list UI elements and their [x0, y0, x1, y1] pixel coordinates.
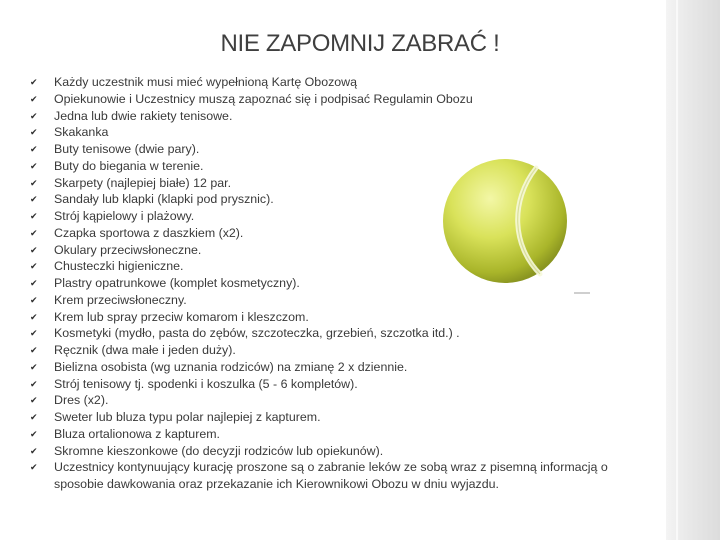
list-item: [30, 141, 620, 158]
checkmark-icon: ✔: [30, 462, 38, 473]
list-item-text: Uczestnicy kontynuujący kurację proszone są o zabranie leków ze sobą wraz z pisemną informacją o sposobie dawkowania oraz przekazanie ich Kierownikowi Obozu w dniu wyjazdu.: [54, 460, 608, 491]
list-item: [30, 342, 620, 359]
list-item-text: Krem lub spray przeciw komarom i kleszczom.: [54, 309, 309, 324]
checkmark-icon: ✔: [30, 160, 38, 171]
list-item: [30, 108, 620, 125]
list-item-text: Czapka sportowa z daszkiem (x2).: [54, 225, 244, 240]
decorative-side-band: [666, 0, 720, 540]
list-item: [30, 158, 620, 175]
list-item: [30, 258, 620, 275]
list-item-text: Strój tenisowy tj. spodenki i koszulka (5 - 6 kompletów).: [54, 376, 358, 391]
list-item: [30, 426, 620, 443]
list-item: [30, 74, 620, 91]
list-item: [30, 443, 620, 460]
checkmark-icon: ✔: [30, 244, 38, 255]
list-item-text: Sweter lub bluza typu polar najlepiej z kapturem.: [54, 410, 321, 424]
list-item: [30, 225, 620, 242]
list-item-text: Buty do biegania w terenie.: [54, 158, 204, 173]
list-item: [30, 392, 620, 409]
checkmark-icon: ✔: [30, 77, 38, 87]
checkmark-icon: ✔: [30, 428, 38, 439]
checkmark-icon: ✔: [30, 378, 38, 389]
list-item-text: Skarpety (najlepiej białe) 12 par.: [54, 175, 232, 190]
list-item: [30, 376, 620, 393]
checkmark-icon: ✔: [30, 127, 38, 138]
list-item-text: Chusteczki higieniczne.: [54, 259, 184, 274]
list-item-text: Plastry opatrunkowe (komplet kosmetyczny).: [54, 276, 300, 290]
checkmark-icon: ✔: [30, 395, 38, 406]
checkmark-icon: ✔: [30, 227, 38, 238]
list-item-text: Skromne kieszonkowe (do decyzji rodziców lub opiekunów).: [54, 443, 384, 458]
checkmark-icon: ✔: [30, 93, 38, 104]
checkmark-icon: ✔: [30, 445, 38, 456]
checkmark-icon: ✔: [30, 345, 38, 355]
list-item: [30, 459, 620, 493]
list-item: [30, 191, 620, 208]
list-item: [30, 208, 620, 225]
list-item-text: Bluza ortalionowa z kapturem.: [54, 426, 220, 441]
list-item-text: Strój kąpielowy i plażowy.: [54, 209, 195, 223]
list-item: [30, 292, 620, 309]
list-item: [30, 275, 620, 292]
list-item-text: Każdy uczestnik musi mieć wypełnioną Kartę Obozową: [54, 75, 358, 89]
checkmark-icon: ✔: [30, 412, 38, 422]
list-item-text: Okulary przeciwsłoneczne.: [54, 242, 202, 257]
list-item-text: Sandały lub klapki (klapki pod prysznic).: [54, 192, 274, 207]
list-item: [30, 91, 620, 108]
checkmark-icon: ✔: [30, 194, 38, 205]
checkmark-icon: ✔: [30, 211, 38, 221]
checkmark-icon: ✔: [30, 311, 38, 322]
list-item: [30, 359, 620, 376]
checkmark-icon: ✔: [30, 144, 38, 154]
list-item: [30, 309, 620, 326]
list-item-text: Buty tenisowe (dwie pary).: [54, 142, 200, 156]
list-item: [30, 124, 620, 141]
list-item: [30, 325, 620, 342]
checkmark-icon: ✔: [30, 278, 38, 288]
checkmark-icon: ✔: [30, 177, 38, 188]
checkmark-icon: ✔: [30, 361, 38, 372]
list-item-text: Opiekunowie i Uczestnicy muszą zapoznać się i podpisać Regulamin Obozu: [54, 91, 473, 106]
list-item-text: Kosmetyki (mydło, pasta do zębów, szczoteczka, grzebień, szczotka itd.) .: [54, 326, 460, 341]
list-item: [30, 409, 620, 426]
packing-list: [30, 74, 620, 493]
checkmark-icon: ✔: [30, 328, 38, 339]
checkmark-icon: ✔: [30, 110, 38, 121]
list-item-text: Krem przeciwsłoneczny.: [54, 292, 187, 307]
list-item-text: Bielizna osobista (wg uznania rodziców) na zmianę 2 x dziennie.: [54, 359, 408, 374]
checkmark-icon: ✔: [30, 294, 38, 305]
list-item-text: Dres (x2).: [54, 393, 109, 408]
list-item-text: Skakanka: [54, 125, 109, 140]
list-item-text: Ręcznik (dwa małe i jeden duży).: [54, 343, 236, 357]
slide-title: NIE ZAPOMNIJ ZABRAĆ !: [220, 30, 500, 57]
list-item: [30, 175, 620, 192]
list-item-text: Jedna lub dwie rakiety tenisowe.: [54, 108, 233, 123]
list-item: [30, 242, 620, 259]
checkmark-icon: ✔: [30, 261, 38, 272]
